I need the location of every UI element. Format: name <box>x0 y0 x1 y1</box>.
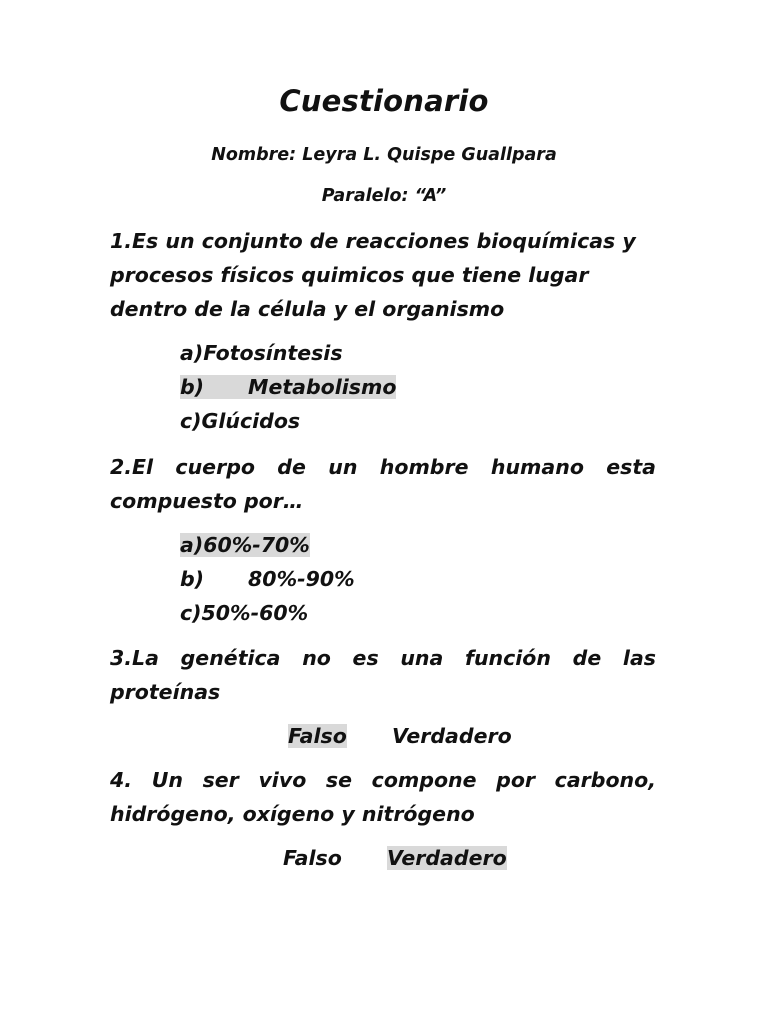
option-letter: b) <box>180 375 205 399</box>
question-3-false-option <box>288 722 347 750</box>
option-text: 80%-90% <box>248 567 355 591</box>
option-text: Glúcidos <box>201 409 301 433</box>
paralelo-label: Paralelo: “A” <box>321 186 447 206</box>
option-letter: b) <box>180 567 205 591</box>
question-1-text: 1.Es un conjunto de reacciones bioquímicas y procesos físicos quimicos que tiene lugar dentro de la célula y el organismo <box>110 229 636 321</box>
option-text: Metabolismo <box>248 375 397 399</box>
question-2-option-c <box>180 599 308 627</box>
option-text: 60%-70% <box>203 533 310 557</box>
selected-answer-highlight: Verdadero <box>387 846 507 870</box>
option-text: Fotosíntesis <box>203 341 343 365</box>
selected-answer-highlight <box>180 375 396 399</box>
question-2-option-b <box>180 565 355 593</box>
question-1-option-a <box>180 339 343 367</box>
selected-answer-highlight <box>180 533 310 557</box>
question-4-true-option <box>387 844 507 872</box>
question-4-text: 4. Un ser vivo se compone por carbono, hidrógeno, oxígeno y nitrógeno <box>110 768 656 826</box>
option-text: 50%-60% <box>201 601 309 625</box>
question-3-text: 3.La genética no es una función de las proteínas <box>110 646 656 704</box>
selected-answer-highlight: Falso <box>288 724 347 748</box>
student-name: Nombre: Leyra L. Quispe Guallpara <box>211 145 557 165</box>
option-letter: c) <box>180 409 202 433</box>
question-4-false-option: Falso <box>283 846 342 870</box>
question-2-option-a <box>180 531 310 559</box>
page-title: Cuestionario <box>279 84 489 118</box>
question-1-option-c <box>180 407 300 435</box>
option-letter: a) <box>180 341 204 365</box>
option-letter: c) <box>180 601 202 625</box>
question-1-option-b <box>180 373 396 401</box>
question-3-true-option: Verdadero <box>392 724 512 748</box>
option-letter: a) <box>180 533 204 557</box>
question-2-text: 2.El cuerpo de un hombre humano esta compuesto por… <box>110 455 656 513</box>
